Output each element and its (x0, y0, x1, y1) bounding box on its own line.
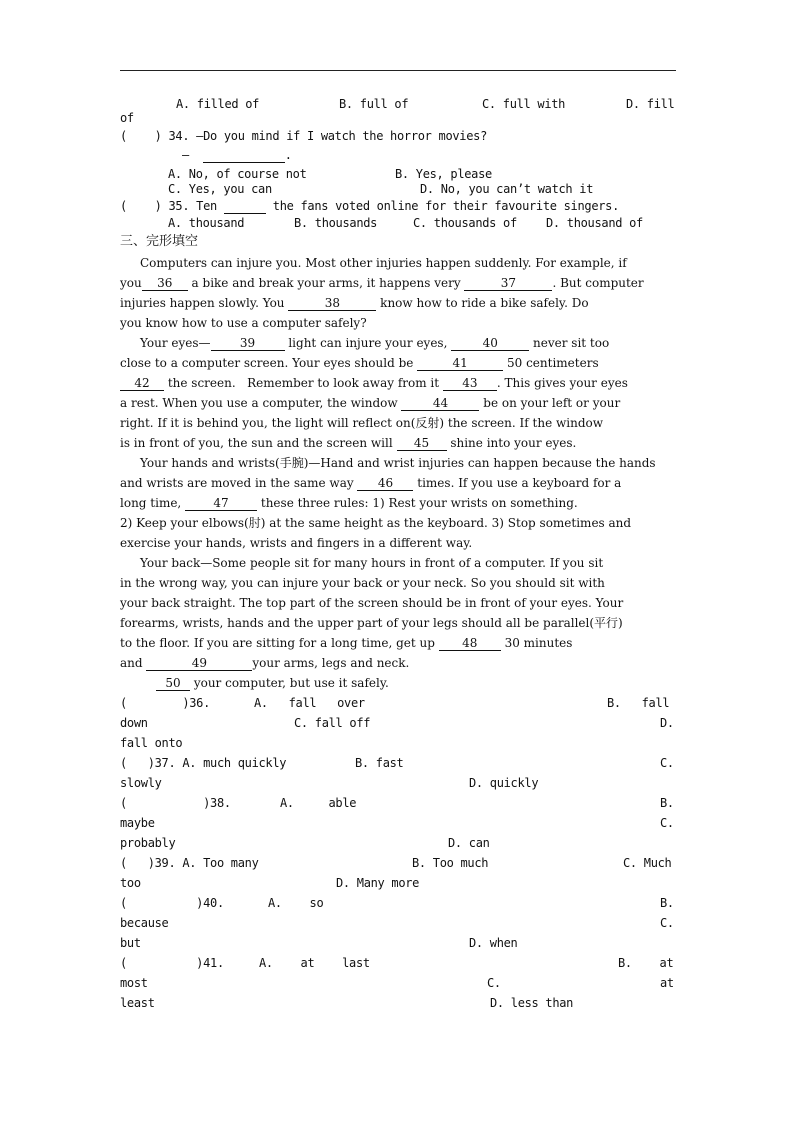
passage-text: these three rules: 1) Rest your wrists on something. (257, 496, 578, 510)
passage-text: injuries happen slowly. You (120, 296, 289, 310)
q34-option-c: C. Yes, you can (168, 182, 272, 196)
q40-option-b: B. (660, 896, 674, 910)
q37-option-c-tail: slowly (120, 776, 162, 790)
passage-line (120, 496, 578, 511)
q35-option-b: B. thousands (294, 216, 378, 230)
passage-line: forearms, wrists, hands and the upper part of your legs should all be parallel(平行) (120, 616, 623, 630)
passage-line (156, 676, 389, 691)
q35-option-d: D. thousand of (546, 216, 643, 230)
passage-text: never sit too (529, 336, 610, 350)
passage-text: Your eyes— (140, 336, 211, 350)
passage-text: a rest. When you use a computer, the window (120, 396, 402, 410)
q41-option-c-at: at (660, 976, 674, 990)
answer-blank[interactable] (203, 149, 285, 163)
q36-option-d-tail: fall onto (120, 736, 183, 750)
q38-option-b-tail: maybe (120, 816, 155, 830)
blank-47[interactable]: 47 (185, 497, 257, 511)
passage-line (120, 476, 621, 491)
blank-44[interactable]: 44 (401, 397, 479, 411)
q40-option-c: C. (660, 916, 674, 930)
passage-line (120, 436, 576, 451)
q35-question (120, 199, 619, 214)
passage-text: 30 minutes (500, 636, 573, 650)
q33-option-a: A. filled of (176, 97, 260, 111)
q41-option-a: A. at last (259, 956, 370, 970)
blank-49[interactable]: 49 (146, 657, 252, 671)
q41-option-d: D. less than (490, 996, 574, 1010)
q39-prefix: ( )39. A. Too many (120, 856, 259, 870)
passage-text: shine into your eyes. (446, 436, 577, 450)
passage-text: your computer, but use it safely. (190, 676, 389, 690)
passage-text: . But computer (552, 276, 644, 290)
passage-line: Your hands and wrists(手腕)—Hand and wrist injuries can happen because the hands (140, 456, 656, 470)
passage-text: 50 centimeters (503, 356, 599, 370)
blank-41[interactable]: 41 (417, 357, 503, 371)
blank-48[interactable]: 48 (439, 637, 501, 651)
q41-option-b-tail: most (120, 976, 148, 990)
header-rule (120, 70, 676, 71)
passage-text: the screen. Remember to look away from it (164, 376, 443, 390)
q34-option-b: B. Yes, please (395, 167, 492, 181)
q35-option-a: A. thousand (168, 216, 245, 230)
passage-line: you know how to use a computer safely? (120, 316, 367, 330)
passage-line: Your back—Some people sit for many hours in front of a computer. If you sit (140, 556, 604, 570)
q33-option-d-tail: of (120, 111, 134, 125)
passage-text: close to a computer screen. Your eyes should be (120, 356, 418, 370)
q36-option-c: C. fall off (294, 716, 371, 730)
q36-option-b: B. fall (607, 696, 670, 710)
q39-option-d: D. Many more (336, 876, 420, 890)
q34-question (120, 129, 487, 143)
q40-option-b-tail: because (120, 916, 169, 930)
section-title: 三、完形填空 (120, 234, 199, 249)
q37-option-d: D. quickly (469, 776, 539, 790)
passage-text: times. If you use a keyboard for a (413, 476, 622, 490)
q38-option-c-tail: probably (120, 836, 176, 850)
passage-line (120, 656, 409, 671)
blank-40[interactable]: 40 (451, 337, 529, 351)
q39-option-c: C. Much (623, 856, 672, 870)
q39-option-c-tail: too (120, 876, 141, 890)
q33-option-d: D. fill (626, 97, 675, 111)
q40-option-d: D. when (469, 936, 518, 950)
passage-text: be on your left or your (479, 396, 621, 410)
passage-line: right. If it is behind you, the light will reflect on(反射) the screen. If the window (120, 416, 603, 430)
passage-line: in the wrong way, you can injure your back or your neck. So you should sit with (120, 576, 605, 590)
q41-option-c-tail: least (120, 996, 155, 1010)
q36-option-b-tail: down (120, 716, 148, 730)
blank-45[interactable]: 45 (397, 437, 447, 451)
passage-line (120, 376, 628, 391)
passage-line (120, 276, 644, 291)
q41-option-c: C. (487, 976, 501, 990)
q37-prefix: ( )37. A. much quickly (120, 756, 287, 770)
passage-text: your arms, legs and neck. (252, 656, 410, 670)
blank-39[interactable]: 39 (211, 337, 285, 351)
blank-37[interactable]: 37 (464, 277, 552, 291)
q35-prefix: ( ) 35. (120, 199, 197, 213)
blank-38[interactable]: 38 (288, 297, 376, 311)
passage-text: light can injure your eyes, (284, 336, 452, 350)
q40-option-a: A. so (268, 896, 324, 910)
passage-line (120, 396, 620, 411)
passage-line: your back straight. The top part of the screen should be in front of your eyes. Your (120, 596, 624, 610)
passage-text: long time, (120, 496, 186, 510)
passage-line (140, 336, 609, 351)
blank-43[interactable]: 43 (443, 377, 497, 391)
q35-pre: Ten (196, 199, 224, 213)
q41-option-b: B. at (618, 956, 674, 970)
passage-line (120, 356, 599, 371)
q39-option-b: B. Too much (412, 856, 489, 870)
passage-line: Computers can injure you. Most other injuries happen suddenly. For example, if (140, 256, 627, 270)
passage-text: you (120, 276, 142, 290)
passage-line: 2) Keep your elbows(肘) at the same height as the keyboard. 3) Stop sometimes and (120, 516, 632, 530)
q41-prefix: ( )41. (120, 956, 224, 970)
blank-46[interactable]: 46 (357, 477, 413, 491)
q38-option-b: B. (660, 796, 674, 810)
passage-text: know how to ride a bike safely. Do (376, 296, 589, 310)
q34-option-a: A. No, of course not (168, 167, 307, 181)
passage-text: and (120, 656, 147, 670)
passage-text: a bike and break your arms, it happens very (187, 276, 465, 290)
passage-line: exercise your hands, wrists and fingers in a different way. (120, 536, 473, 550)
q38-option-d: D. can (448, 836, 490, 850)
q34-option-d: D. No, you can’t watch it (420, 182, 594, 196)
q36-prefix: ( )36. (120, 696, 211, 710)
q35-post: the fans voted online for their favourite singers. (265, 199, 620, 213)
q38-prefix: ( )38. (120, 796, 231, 810)
q40-prefix: ( )40. (120, 896, 224, 910)
passage-line (120, 636, 572, 651)
answer-blank[interactable] (224, 200, 266, 214)
passage-text: to the floor. If you are sitting for a long time, get up (120, 636, 439, 650)
q35-option-c: C. thousands of (413, 216, 517, 230)
q34-text: —Do you mind if I watch the horror movies? (196, 129, 488, 143)
q38-option-c: C. (660, 816, 674, 830)
q33-option-b: B. full of (339, 97, 409, 111)
passage-text: is in front of you, the sun and the screen will (120, 436, 397, 450)
blank-42[interactable]: 42 (120, 377, 164, 391)
passage-line (120, 296, 589, 311)
q36-option-a: A. fall over (254, 696, 365, 710)
passage-text: . This gives your eyes (496, 376, 628, 390)
blank-36[interactable]: 36 (142, 277, 188, 291)
q34-prefix: ( ) 34. (120, 129, 197, 143)
q37-option-c: C. (660, 756, 674, 770)
blank-50[interactable]: 50 (156, 677, 190, 691)
q40-option-c-tail: but (120, 936, 141, 950)
passage-text: and wrists are moved in the same way (120, 476, 358, 490)
q37-option-b: B. fast (355, 756, 404, 770)
q33-option-c: C. full with (482, 97, 566, 111)
q34-response: — . (182, 148, 292, 162)
q34-dash: — (182, 148, 189, 162)
q36-option-d: D. (660, 716, 674, 730)
q38-option-a: A. able (280, 796, 357, 810)
